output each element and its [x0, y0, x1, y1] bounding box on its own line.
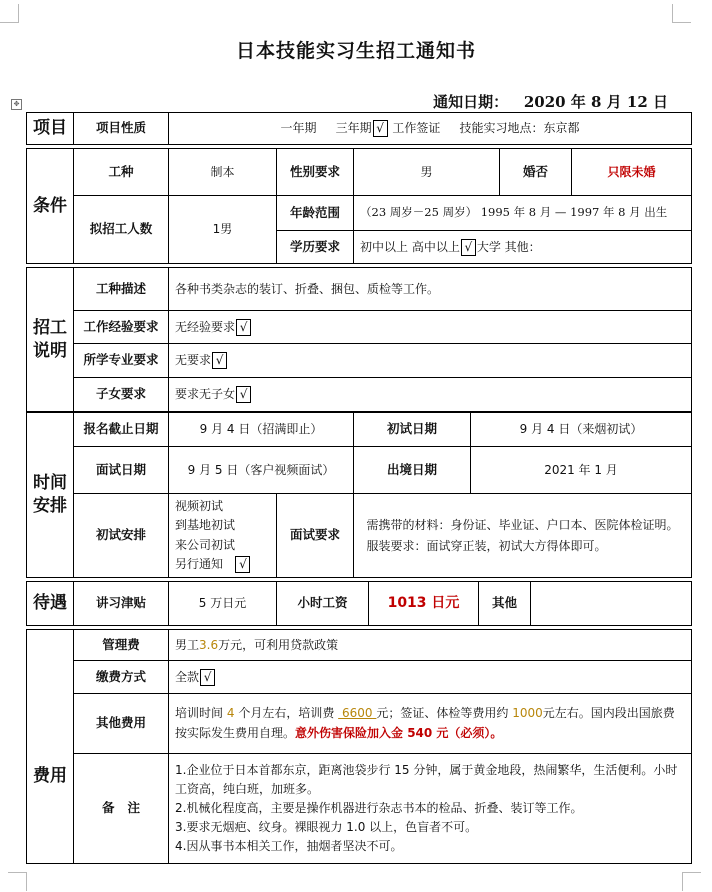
other-fees-label: 其他费用	[73, 693, 169, 754]
interview-value: 9 月 5 日（客户视频面试）	[168, 446, 354, 494]
remarks-value	[168, 753, 692, 864]
other-fees-text	[169, 702, 691, 746]
remarks-list	[169, 759, 691, 859]
term-one-year: 一年期	[280, 121, 317, 136]
departure-label: 出境日期	[353, 446, 471, 494]
project-nature-value	[168, 112, 692, 145]
fees-section-label: 费用	[26, 629, 74, 864]
page-corner-top-left	[0, 4, 19, 23]
management-fee-amount: 3.6	[199, 637, 219, 652]
payment-value	[168, 660, 692, 694]
other-fees-part1: 培训时间	[175, 705, 224, 720]
job-desc-value: 各种书类杂志的装订、折叠、捆包、质检等工作。	[168, 267, 692, 311]
other-benefit-value	[530, 581, 692, 626]
departure-value: 2021 年 1 月	[470, 446, 692, 494]
insurance-note: 意外伤害保险加入金 540 元（必须）。	[295, 725, 503, 740]
interview-req-text	[360, 513, 684, 559]
payment-label: 缴费方式	[73, 660, 169, 694]
management-fee-suffix: 万元，可利用贷款政策	[218, 637, 339, 652]
experience-text: 无经验要求	[175, 319, 236, 334]
job-section-label	[26, 267, 74, 412]
deadline-value: 9 月 4 日（招满即止）	[168, 412, 354, 447]
project-nature-label: 项目性质	[73, 112, 169, 145]
deadline-label: 报名截止日期	[73, 412, 169, 447]
marital-label: 婚否	[499, 148, 572, 196]
remark-item: 3.要求无烟疤、纹身。裸眼视力 1.0 以上，色盲者不可。	[175, 820, 478, 835]
education-value	[353, 230, 692, 264]
work-location: 技能实习地点：东京都	[459, 121, 580, 136]
education-options-before: 初中以上 高中以上	[360, 239, 460, 254]
item-section-label: 项目	[26, 112, 74, 145]
age-value: （23 周岁－25 周岁） 1995 年 8 月 — 1997 年 8 月 出生	[353, 195, 692, 231]
table-move-handle-icon[interactable]: ✥	[11, 99, 22, 110]
education-high-school-checkbox[interactable]: √	[461, 239, 476, 256]
treatment-section-label: 待遇	[26, 581, 74, 626]
headcount-value: 1男	[168, 195, 277, 264]
age-label: 年龄范围	[276, 195, 354, 231]
other-fees-part3: 元；签证、体检等费用约	[376, 705, 509, 720]
remark-item: 2.机械化程度高，主要是操作机器进行杂志书本的检品、折叠、装订等工作。	[175, 800, 583, 815]
work-visa: 工作签证	[392, 121, 441, 136]
training-months: 4	[226, 705, 235, 720]
arrangement-option: 来公司初试	[175, 537, 236, 552]
headcount-label: 拟招工人数	[73, 195, 169, 264]
payment-checkbox[interactable]: √	[200, 669, 215, 686]
arrangement-option: 视频初试	[175, 499, 224, 514]
allowance-value: 5 万日元	[168, 581, 277, 626]
major-value	[168, 343, 692, 378]
remarks-label: 备 注	[73, 753, 169, 864]
allowance-label: 讲习津贴	[73, 581, 169, 626]
three-year-checkbox[interactable]: √	[373, 120, 388, 137]
other-fees-part4: 元左右。国内段出国旅费按实际发生费用自理。	[175, 705, 675, 740]
arrangement-option-notify	[175, 555, 270, 574]
page-corner-bottom-right	[682, 872, 701, 891]
interview-label: 面试日期	[73, 446, 169, 494]
notice-date-label: 通知日期：	[433, 93, 509, 111]
management-fee-prefix: 男工	[175, 637, 200, 652]
children-value	[168, 377, 692, 412]
page-corner-bottom-left	[8, 872, 27, 891]
notice-date-value: 2020 年 8 月 12 日	[523, 93, 668, 111]
children-text: 要求无子女	[175, 387, 236, 402]
conditions-section-label: 条件	[26, 148, 74, 264]
education-options-after: 大学 其他：	[476, 239, 541, 254]
arrangement-options	[168, 493, 277, 578]
document-title: 日本技能实习生招工通知书	[235, 40, 476, 62]
interview-req-value	[353, 493, 692, 578]
notice-date-line	[433, 91, 668, 112]
job-type-label: 工种	[73, 148, 169, 196]
management-fee-label: 管理费	[73, 629, 169, 661]
gender-value: 男	[353, 148, 500, 196]
other-fees-part2: 个月左右，培训费	[238, 705, 335, 720]
remark-item: 1.企业位于日本首都东京，距离池袋步行 15 分钟，属于黄金地段，热闹繁华，生活便利。小时工资高，纯白班，加班多。	[175, 762, 678, 796]
experience-label: 工作经验要求	[73, 310, 169, 344]
interview-req-materials: 需携带的材料：身份证、毕业证、户口本、医院体检证明。	[366, 517, 679, 532]
arrangement-notify-checkbox[interactable]: √	[235, 556, 250, 573]
gender-label: 性别要求	[276, 148, 354, 196]
first-test-value: 9 月 4 日（来烟初试）	[470, 412, 692, 447]
job-type-value: 制本	[168, 148, 277, 196]
visa-fee: 1000	[512, 705, 543, 720]
term-three-year: 三年期	[335, 121, 372, 136]
children-checkbox[interactable]: √	[236, 386, 251, 403]
remark-item: 4.因从事书本相关工作，抽烟者坚决不可。	[175, 839, 403, 854]
major-checkbox[interactable]: √	[212, 352, 227, 369]
hourly-wage-label: 小时工资	[276, 581, 369, 626]
other-fees-value	[168, 693, 692, 754]
major-label: 所学专业要求	[73, 343, 169, 378]
job-desc-label: 工种描述	[73, 267, 169, 311]
page-corner-top-right	[672, 4, 691, 23]
interview-req-label: 面试要求	[276, 493, 354, 578]
first-test-label: 初试日期	[353, 412, 471, 447]
hourly-wage-value: 1013 日元	[368, 581, 479, 626]
training-fee	[338, 706, 376, 720]
arrangement-option: 到基地初试	[175, 518, 236, 533]
other-benefit-label: 其他	[478, 581, 531, 626]
interview-req-dress: 服装要求：面试穿正装，初试大方得体即可。	[366, 538, 607, 553]
marital-value: 只限未婚	[571, 148, 692, 196]
children-label: 子女要求	[73, 377, 169, 412]
major-text: 无要求	[175, 353, 212, 368]
schedule-section-label	[26, 412, 74, 578]
schedule-section-label-text: 时间安排	[33, 473, 67, 516]
education-label: 学历要求	[276, 230, 354, 264]
management-fee-value	[168, 629, 692, 661]
experience-checkbox[interactable]: √	[236, 319, 251, 336]
payment-text: 全款	[175, 669, 200, 684]
arrangement-label: 初试安排	[73, 493, 169, 578]
experience-value	[168, 310, 692, 344]
training-fee-amount: 6600	[341, 705, 373, 720]
job-section-label-text: 招工说明	[33, 317, 67, 361]
arrangement-list	[169, 495, 276, 576]
arrangement-option-notify-text: 另行通知	[175, 556, 224, 571]
